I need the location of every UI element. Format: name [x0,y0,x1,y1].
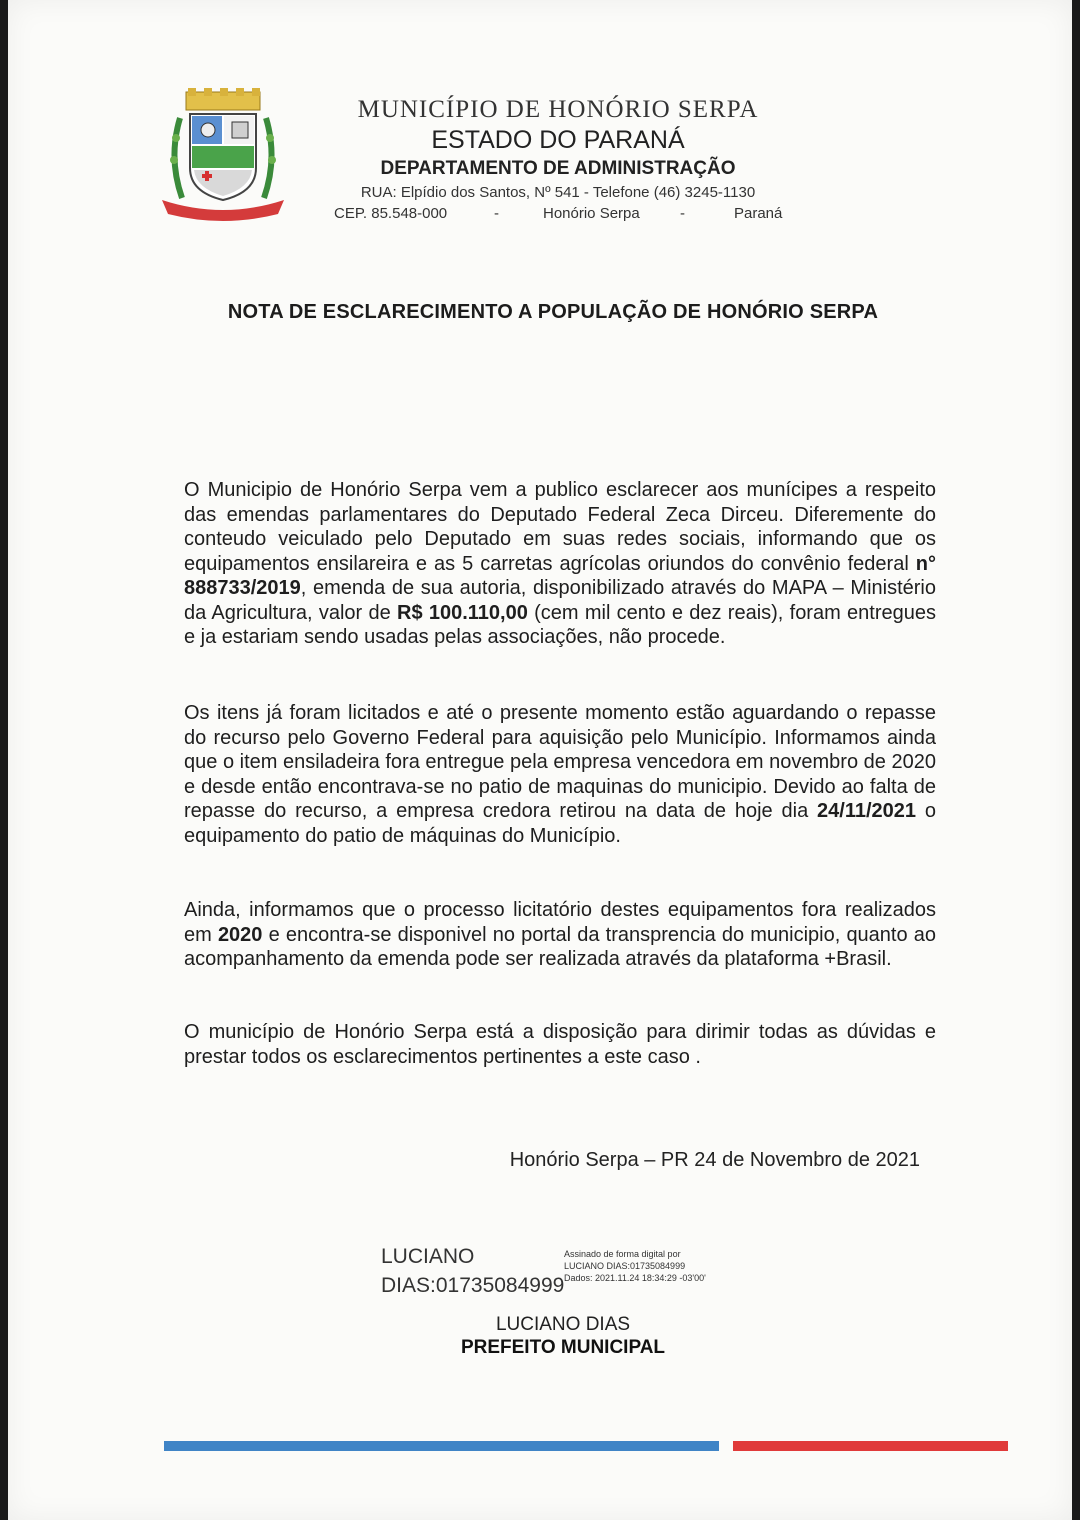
signer-role: PREFEITO MUNICIPAL [460,1337,666,1358]
convenio-number: n° 888733/2019 [184,552,936,599]
footer-blue-bar [164,1441,719,1451]
document-page [8,0,1072,1520]
coat-of-arms-icon [158,88,288,226]
city-name: Honório Serpa [543,205,640,222]
event-date: 24/11/2021 [817,800,917,822]
state-label: Paraná [734,205,783,222]
paragraph-3: Ainda, informamos que o processo licitatório destes equipamentos fora realizados em 2020 e encontra-se disponivel no portal da transprencia do municipio, quanto ao acompanhamento da emenda pode ser realizada através da plataforma +Brasil. [184,899,937,970]
paragraph-2: Os itens já foram licitados e até o presente momento estão aguardando o repasse do recurso pelo Governo Federal para aquisição pelo Município. Informamos ainda que o item ensiladeira fora entregue pela empresa vencedora em novembro de 2020 e desde então encontrava-se no patio de maquinas do municipio. Devido ao falta de repasse do recurso, a empresa credora retirou na data de hoje dia 24/11/2021 o equipamento do patio de máquinas do Município. [184,702,936,847]
separator: - [494,205,499,222]
postal-code: CEP. 85.548-000 [334,205,448,222]
paragraph-4: O município de Honório Serpa está a disposição para dirimir todas as dúvidas e prestar todos os esclarecimentos pertinentes a este caso . [184,1021,936,1068]
separator: - [680,205,685,222]
digital-signature-details: Assinado de forma digital por LUCIANO DIAS:01735084999 Dados: 2021.11.24 18:34:29 -03'00' [564,1249,706,1283]
footer-red-bar [733,1441,1008,1451]
paragraph-1: O Municipio de Honório Serpa vem a publico esclarecer aos munícipes a respeito das emendas parlamentares do Deputado Federal Zeca Dirceu. Diferemente do conteudo veiculado pelo Deputado em suas redes sociais, informando que os equipamentos ensilareira e as 5 carretas agrícolas oriundos do convênio federal n° 888733/2019, emenda de sua autoria, disponibilizado através do MAPA – Ministério da Agricultura, valor de R$ 100.110,00 (cem mil cento e dez reais), foram entregues e ja estariam sendo usadas pelas associações, não procede. [184,479,936,648]
amount-value: R$ 100.110,00 [397,601,528,624]
address-line: RUA: Elpídio dos Santos, Nº 541 - Telefone (46) 3245-1130 [360,184,756,201]
state-name: ESTADO DO PARANÁ [431,126,685,154]
document-title: NOTA DE ESCLARECIMENTO A POPULAÇÃO DE HONÓRIO SERPA [227,301,879,323]
signer-name: LUCIANO DIAS [495,1314,631,1335]
digital-signature-name: LUCIANO DIAS:01735084999 [381,1245,565,1297]
process-year: 2020 [217,923,263,946]
department-name: DEPARTAMENTO DE ADMINISTRAÇÃO [380,158,736,179]
municipality-name: MUNICÍPIO DE HONÓRIO SERPA [357,96,759,123]
date-line: Honório Serpa – PR 24 de Novembro de 2021 [509,1149,920,1171]
